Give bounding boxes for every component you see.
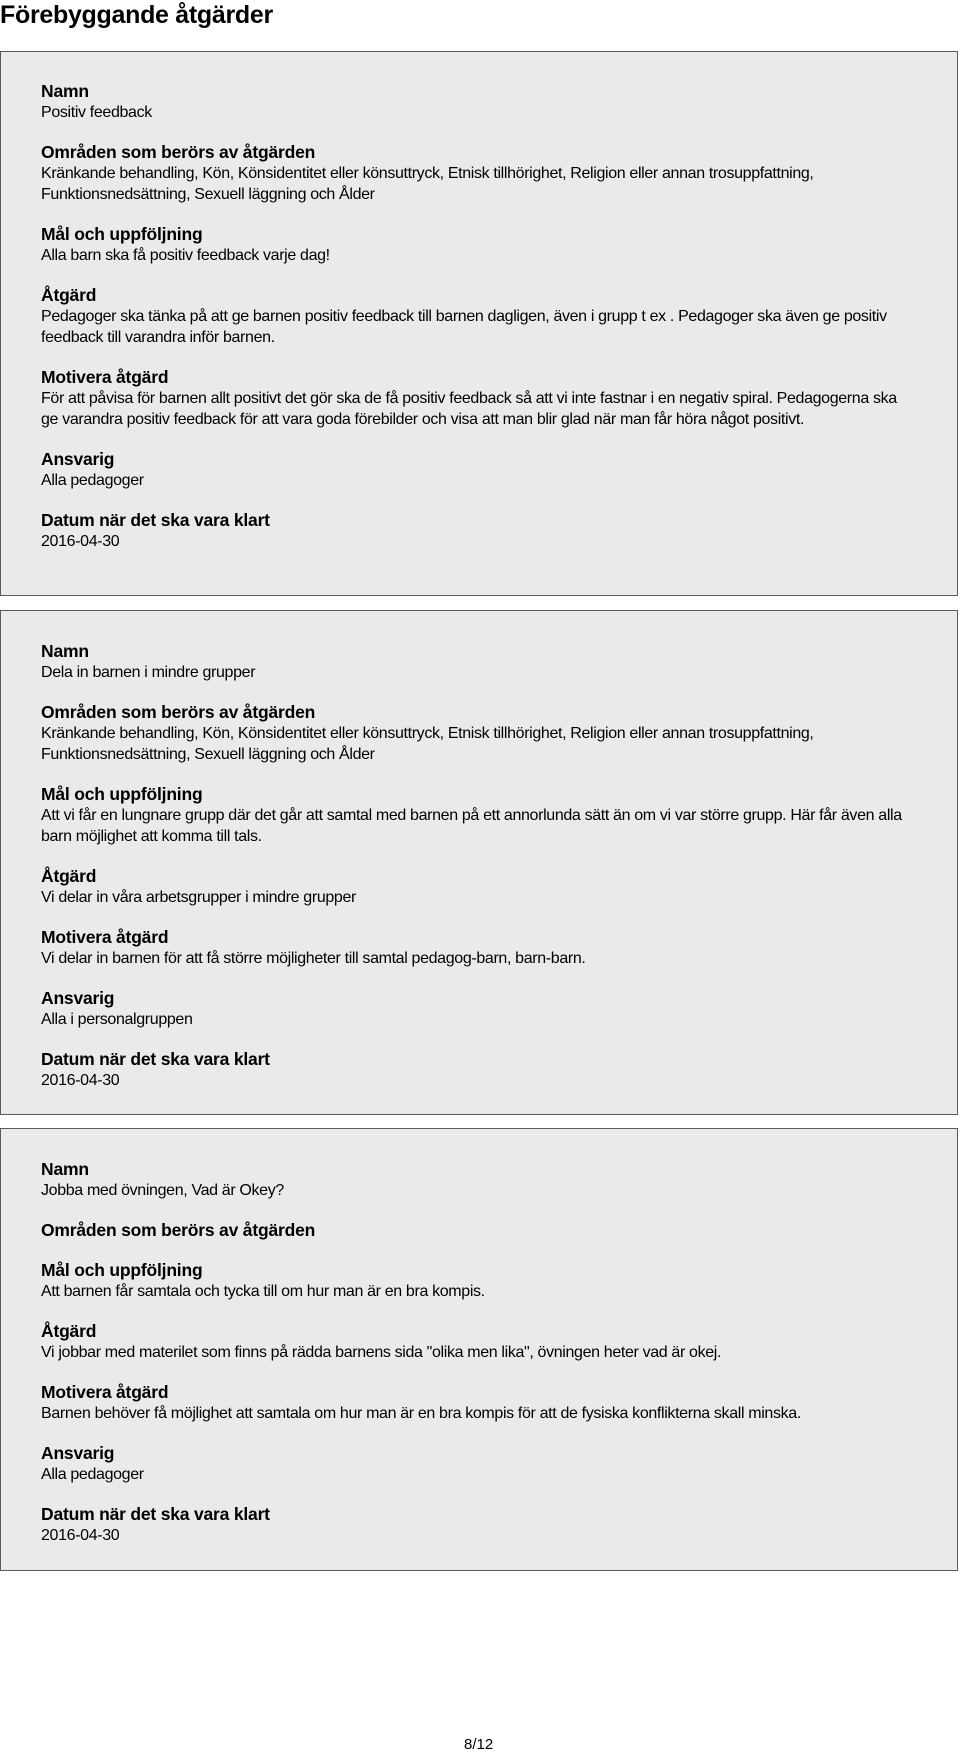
action-value: Pedagoger ska tänka på att ge barnen positiv feedback till barnen dagligen, även i grupp t ex . Pedagoger ska även ge positiv feedback till varandra inför barnen. bbox=[41, 308, 887, 346]
name-value: Jobba med övningen, Vad är Okey? bbox=[41, 1182, 284, 1199]
deadline-value: 2016-04-30 bbox=[41, 1527, 120, 1544]
goal-value: Att vi får en lungnare grupp där det går att samtal med barnen på ett annorlunda sätt än om vi var större grupp. Här får även alla barn möjlighet att komma till tals. bbox=[41, 807, 902, 845]
name-label: Namn bbox=[41, 81, 89, 101]
goal-value: Att barnen får samtala och tycka till om hur man är en bra kompis. bbox=[41, 1283, 485, 1300]
responsible-label: Ansvarig bbox=[41, 988, 115, 1008]
goal-value: Alla barn ska få positiv feedback varje dag! bbox=[41, 247, 330, 264]
measure-card bbox=[0, 610, 958, 1115]
page-title: Förebyggande åtgärder bbox=[0, 1, 273, 29]
responsible-value: Alla pedagoger bbox=[41, 1466, 144, 1483]
motivation-label: Motivera åtgärd bbox=[41, 1382, 169, 1402]
action-value: Vi delar in våra arbetsgrupper i mindre grupper bbox=[41, 889, 356, 906]
responsible-label: Ansvarig bbox=[41, 449, 115, 469]
areas-value: Kränkande behandling, Kön, Könsidentitet eller könsuttryck, Etnisk tillhörighet, Religion eller annan trosuppfattning, Funktionsnedsättning, Sexuell läggning och Ålder bbox=[41, 725, 814, 763]
name-value: Positiv feedback bbox=[41, 104, 152, 121]
areas-label: Områden som berörs av åtgärden bbox=[41, 142, 316, 162]
action-label: Åtgärd bbox=[41, 866, 97, 886]
deadline-label: Datum när det ska vara klart bbox=[41, 510, 270, 530]
deadline-value: 2016-04-30 bbox=[41, 533, 120, 550]
motivation-value: För att påvisa för barnen allt positivt det gör ska de få positiv feedback så att vi inte fastnar i en negativ spiral. Pedagogerna ska ge varandra positiv feedback för att vara goda förebilder och visa att man blir glad när man får höra något positivt. bbox=[41, 390, 897, 428]
action-value: Vi jobbar med materilet som finns på rädda barnens sida "olika men lika", övningen heter vad är okej. bbox=[41, 1344, 722, 1361]
goal-label: Mål och uppföljning bbox=[41, 224, 203, 244]
deadline-value: 2016-04-30 bbox=[41, 1072, 120, 1089]
measure-card bbox=[0, 51, 958, 596]
deadline-label: Datum när det ska vara klart bbox=[41, 1049, 270, 1069]
motivation-value: Barnen behöver få möjlighet att samtala om hur man är en bra kompis för att de fysiska konflikterna skall minska. bbox=[41, 1405, 801, 1422]
motivation-label: Motivera åtgärd bbox=[41, 367, 169, 387]
action-label: Åtgärd bbox=[41, 285, 97, 305]
measure-card bbox=[0, 1128, 958, 1571]
areas-value: Kränkande behandling, Kön, Könsidentitet eller könsuttryck, Etnisk tillhörighet, Religion eller annan trosuppfattning, Funktionsnedsättning, Sexuell läggning och Ålder bbox=[41, 165, 814, 203]
page-number: 8/12 bbox=[464, 1736, 494, 1753]
responsible-label: Ansvarig bbox=[41, 1443, 115, 1463]
motivation-label: Motivera åtgärd bbox=[41, 927, 169, 947]
name-value: Dela in barnen i mindre grupper bbox=[41, 664, 256, 681]
name-label: Namn bbox=[41, 1159, 89, 1179]
action-label: Åtgärd bbox=[41, 1321, 97, 1341]
name-label: Namn bbox=[41, 641, 89, 661]
goal-label: Mål och uppföljning bbox=[41, 1260, 203, 1280]
responsible-value: Alla i personalgruppen bbox=[41, 1011, 193, 1028]
motivation-value: Vi delar in barnen för att få större möjligheter till samtal pedagog-barn, barn-barn. bbox=[41, 950, 586, 967]
goal-label: Mål och uppföljning bbox=[41, 784, 203, 804]
areas-label: Områden som berörs av åtgärden bbox=[41, 702, 316, 722]
areas-label: Områden som berörs av åtgärden bbox=[41, 1220, 316, 1240]
deadline-label: Datum när det ska vara klart bbox=[41, 1504, 270, 1524]
responsible-value: Alla pedagoger bbox=[41, 472, 144, 489]
